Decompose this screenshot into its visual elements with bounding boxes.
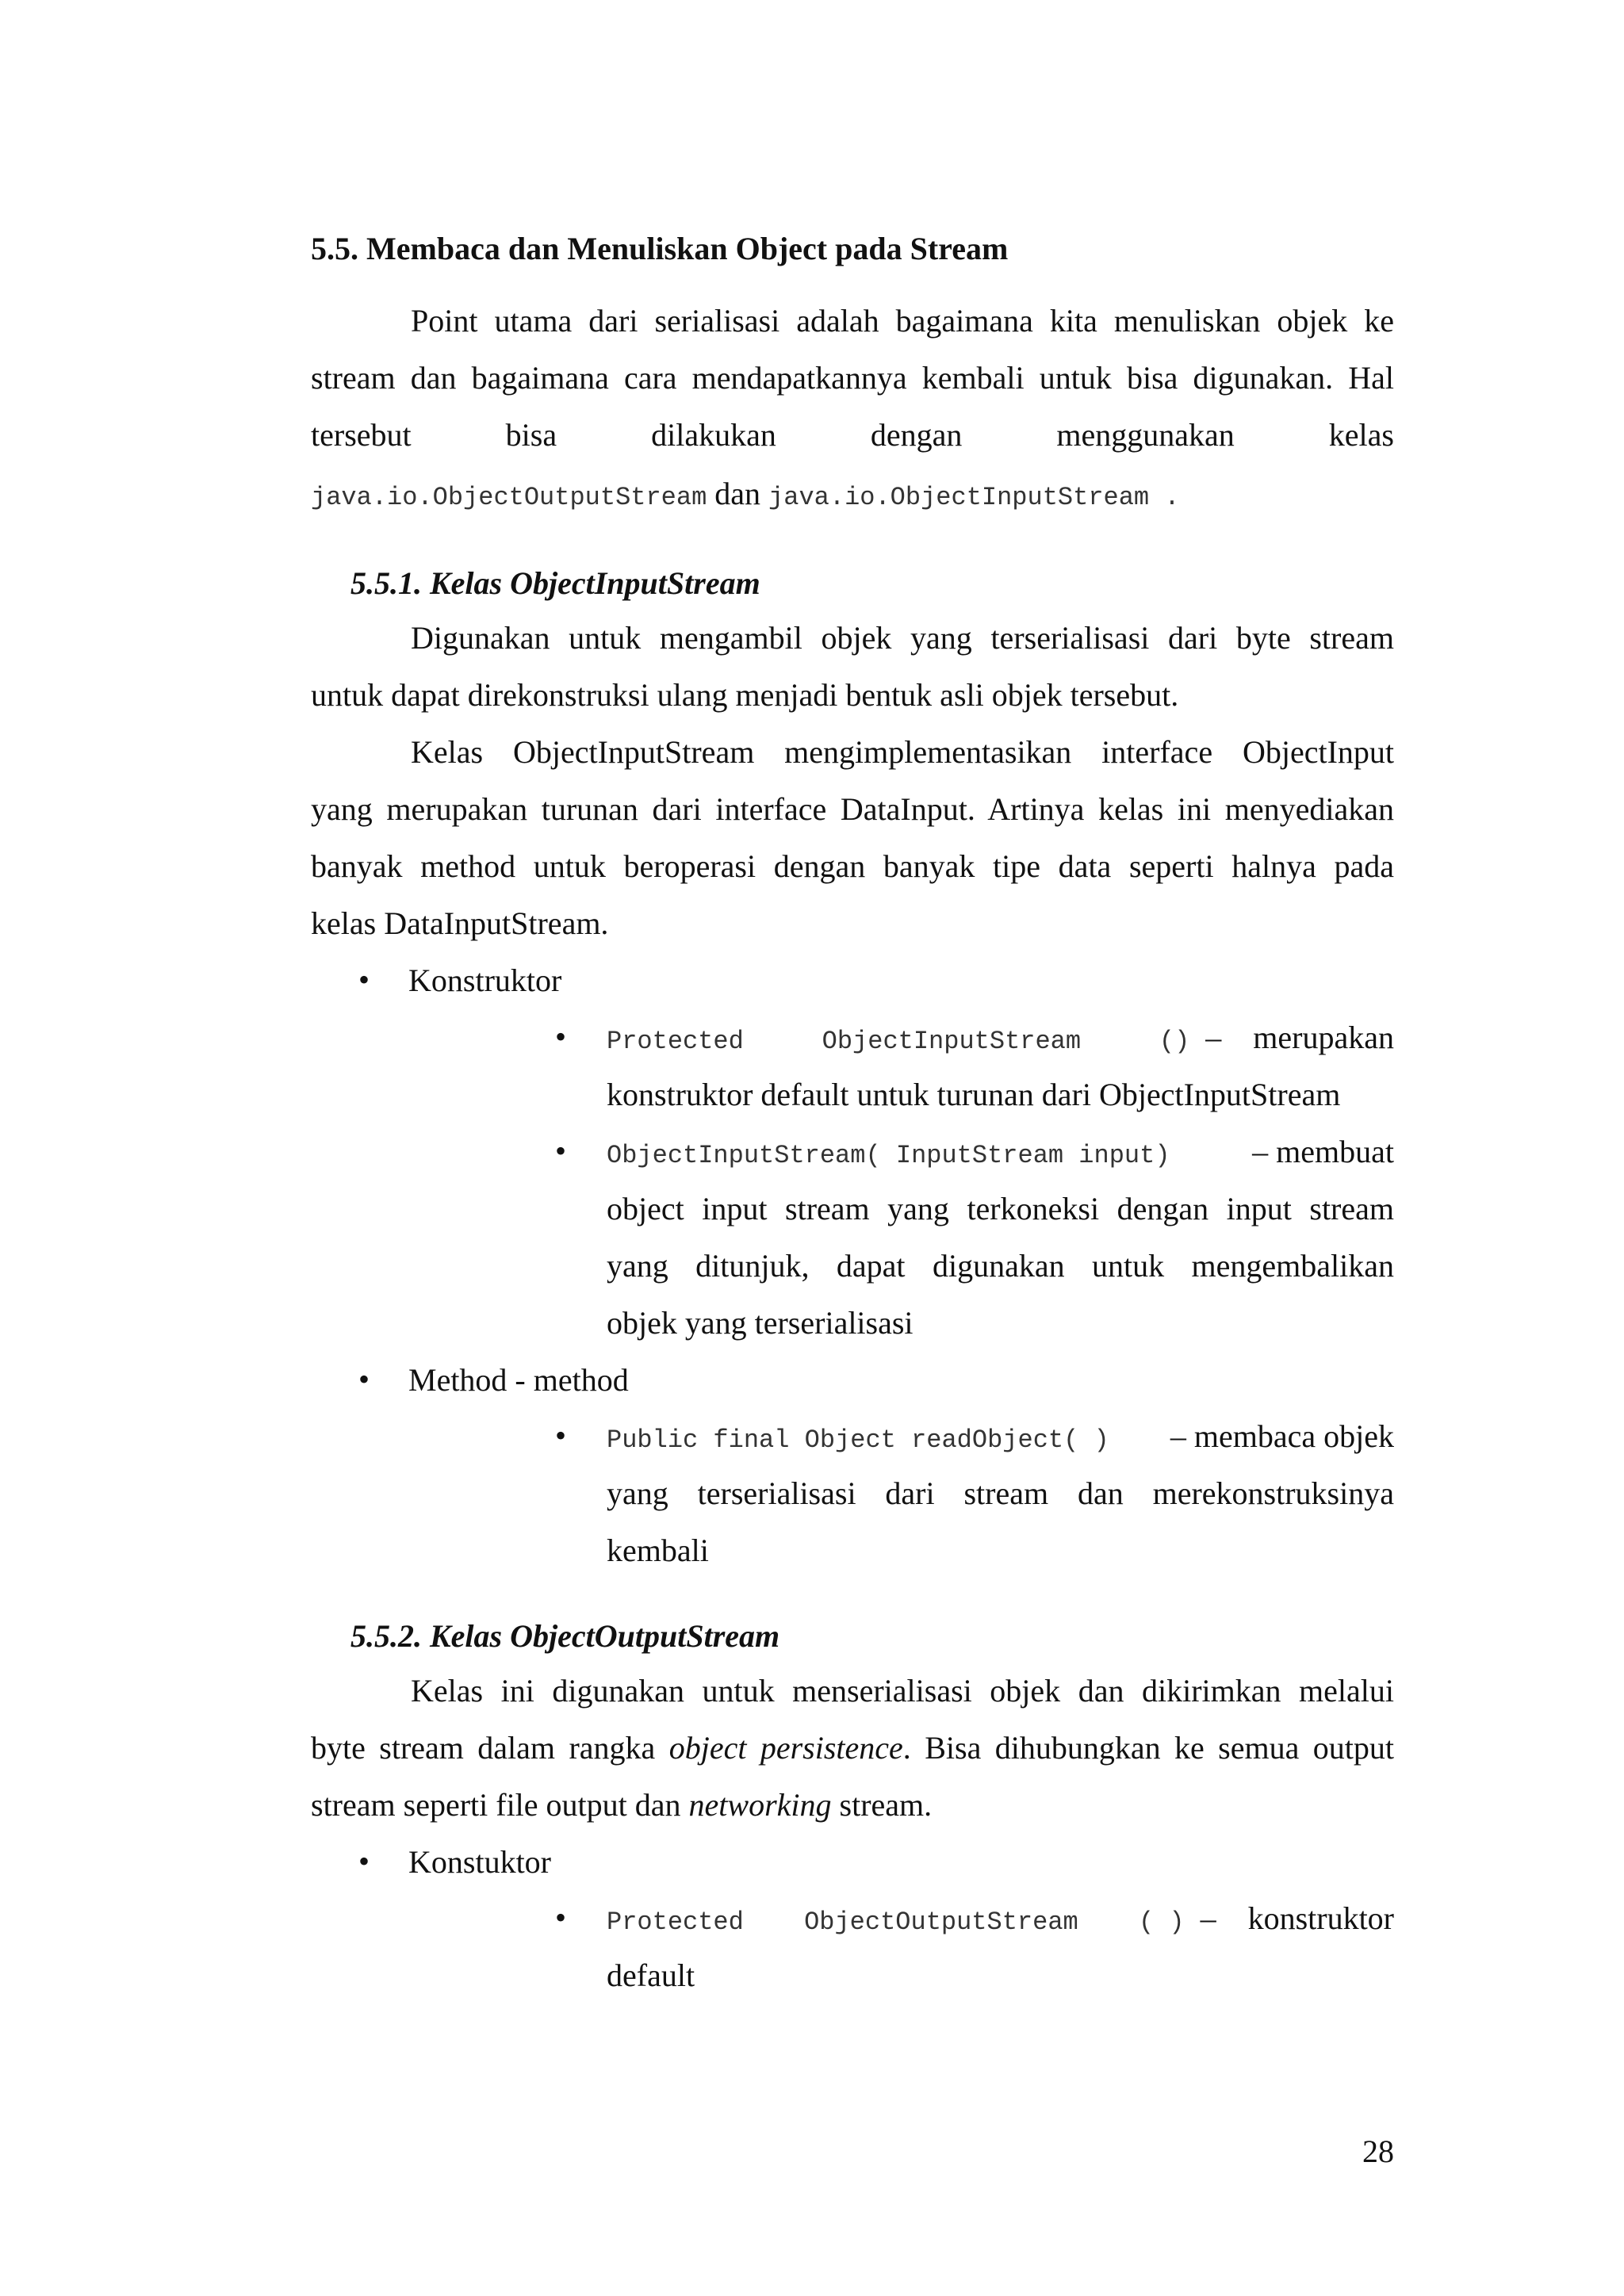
bullet-konstruktor-label: Konstruktor xyxy=(408,962,562,998)
sub2-line3-b: stream. xyxy=(831,1787,933,1823)
sub2-line2-a: byte stream dalam rangka xyxy=(311,1730,669,1766)
m1-bullet-dot: • xyxy=(555,1418,567,1453)
sub2-k1-code-class: ObjectOutputStream xyxy=(804,1908,1078,1937)
sub2-k1-code-wrap xyxy=(607,1910,1201,1935)
k1-bullet-dot: • xyxy=(555,1019,567,1054)
k2-dash: – xyxy=(1252,1134,1269,1169)
intro-word-dilakukan: dilakukan xyxy=(651,417,776,453)
intro-word-kelas: kelas xyxy=(1328,417,1394,453)
k1-code-wrap xyxy=(607,1029,1205,1054)
sub1-p2-line-4: kelas DataInputStream. xyxy=(311,905,609,941)
intro-word-bisa: bisa xyxy=(505,417,557,453)
m1-dash: – xyxy=(1170,1418,1186,1454)
intro-line-2: stream dan bagaimana cara mendapatkannya kembali untuk bisa digunakan. Hal xyxy=(311,360,1394,396)
sub2-k1-line-1 xyxy=(607,1900,1394,1937)
k1-code-class: ObjectInputStream xyxy=(822,1027,1082,1056)
section-title: 5.5. Membaca dan Menuliskan Object pada Stream xyxy=(311,231,1009,266)
k2-line-4: objek yang terserialisasi xyxy=(607,1305,914,1341)
intro-line-4 xyxy=(311,478,1180,511)
intro-code-output: java.io.ObjectOutputStream xyxy=(311,483,707,512)
sub2-k1-code-protected: Protected xyxy=(607,1908,744,1937)
k1-text-1: merupakan xyxy=(1253,1020,1394,1055)
intro-code-input: java.io.ObjectInputStream . xyxy=(768,483,1180,512)
sub1-p2-line-3: banyak method untuk beroperasi dengan banyak tipe data seperti halnya pada xyxy=(311,848,1394,884)
sub2-p1-line-2 xyxy=(311,1732,1394,1764)
bullet-konstuktor-dot: • xyxy=(358,1843,370,1879)
k1-code-parens: () xyxy=(1159,1027,1190,1056)
page-number: 28 xyxy=(1362,2133,1394,2169)
intro-word-tersebut: tersebut xyxy=(311,417,412,453)
sub2-line2-b: . Bisa dihubungkan ke semua output xyxy=(902,1730,1394,1766)
subsection-title-output: 5.5.2. Kelas ObjectOutputStream xyxy=(350,1618,780,1654)
m1-line-1 xyxy=(607,1418,1394,1455)
k2-tail xyxy=(1252,1136,1394,1168)
bullet-konstruktor-dot: • xyxy=(358,962,370,997)
k2-line-2: object input stream yang terkoneksi dengan input stream xyxy=(607,1191,1394,1226)
bullet-konstuktor-label: Konstuktor xyxy=(408,1844,551,1880)
sub1-p1-line-2: untuk dapat direkonstruksi ulang menjadi bentuk asli objek tersebut. xyxy=(311,677,1179,713)
k2-line-3: yang ditunjuk, dapat digunakan untuk mengembalikan xyxy=(607,1248,1394,1284)
sub2-p1-line-3 xyxy=(311,1789,932,1821)
k1-line-2: konstruktor default untuk turunan dari ObjectInputStream xyxy=(607,1077,1341,1112)
sub2-line2-em: object persistence xyxy=(668,1730,903,1766)
intro-line-1: Point utama dari serialisasi adalah bagaimana kita menuliskan objek ke xyxy=(411,303,1394,339)
sub1-p2-line-2: yang merupakan turunan dari interface DataInput. Artinya kelas ini menyediakan xyxy=(311,791,1394,827)
bullet-method-label: Method - method xyxy=(408,1362,629,1398)
k2-line-1 xyxy=(607,1136,1394,1169)
sub2-line3-em: networking xyxy=(688,1787,832,1823)
k1-line-1 xyxy=(607,1022,1394,1054)
sub2-line3-a: stream seperti file output dan xyxy=(311,1787,689,1823)
m1-tail xyxy=(1170,1418,1394,1454)
sub2-k1-bullet-dot: • xyxy=(555,1900,567,1935)
intro-word-menggunakan: menggunakan xyxy=(1056,417,1235,453)
sub1-p2-line-1: Kelas ObjectInputStream mengimplementasikan interface ObjectInput xyxy=(411,734,1394,770)
intro-and: dan xyxy=(714,476,761,511)
intro-word-dengan: dengan xyxy=(870,417,963,453)
k2-bullet-dot: • xyxy=(555,1133,567,1169)
k2-code: ObjectInputStream( InputStream input) xyxy=(607,1141,1170,1170)
sub2-k1-text-1: konstruktor xyxy=(1247,1900,1394,1936)
sub2-k1-line-2: default xyxy=(607,1957,695,1993)
bullet-method-dot: • xyxy=(358,1361,370,1397)
k1-code-protected: Protected xyxy=(607,1027,744,1056)
m1-code: Public final Object readObject( ) xyxy=(607,1425,1109,1455)
subsection-title-input: 5.5.1. Kelas ObjectInputStream xyxy=(350,565,760,601)
sub2-k1-dash: – xyxy=(1200,1900,1216,1936)
intro-line-3 xyxy=(311,419,1394,451)
k1-dash: – xyxy=(1205,1020,1222,1055)
sub1-p1-line-1: Digunakan untuk mengambil objek yang terserialisasi dari byte stream xyxy=(411,620,1394,656)
sub2-p1-line-1: Kelas ini digunakan untuk menserialisasi objek dan dikirimkan melalui xyxy=(411,1673,1394,1709)
m1-line-2: yang terserialisasi dari stream dan merekonstruksinya xyxy=(607,1475,1394,1511)
m1-text-1: membaca objek xyxy=(1193,1418,1394,1454)
sub2-k1-code-parens: ( ) xyxy=(1138,1908,1185,1937)
k2-text-1: membuat xyxy=(1276,1134,1394,1169)
m1-line-3: kembali xyxy=(607,1533,709,1568)
